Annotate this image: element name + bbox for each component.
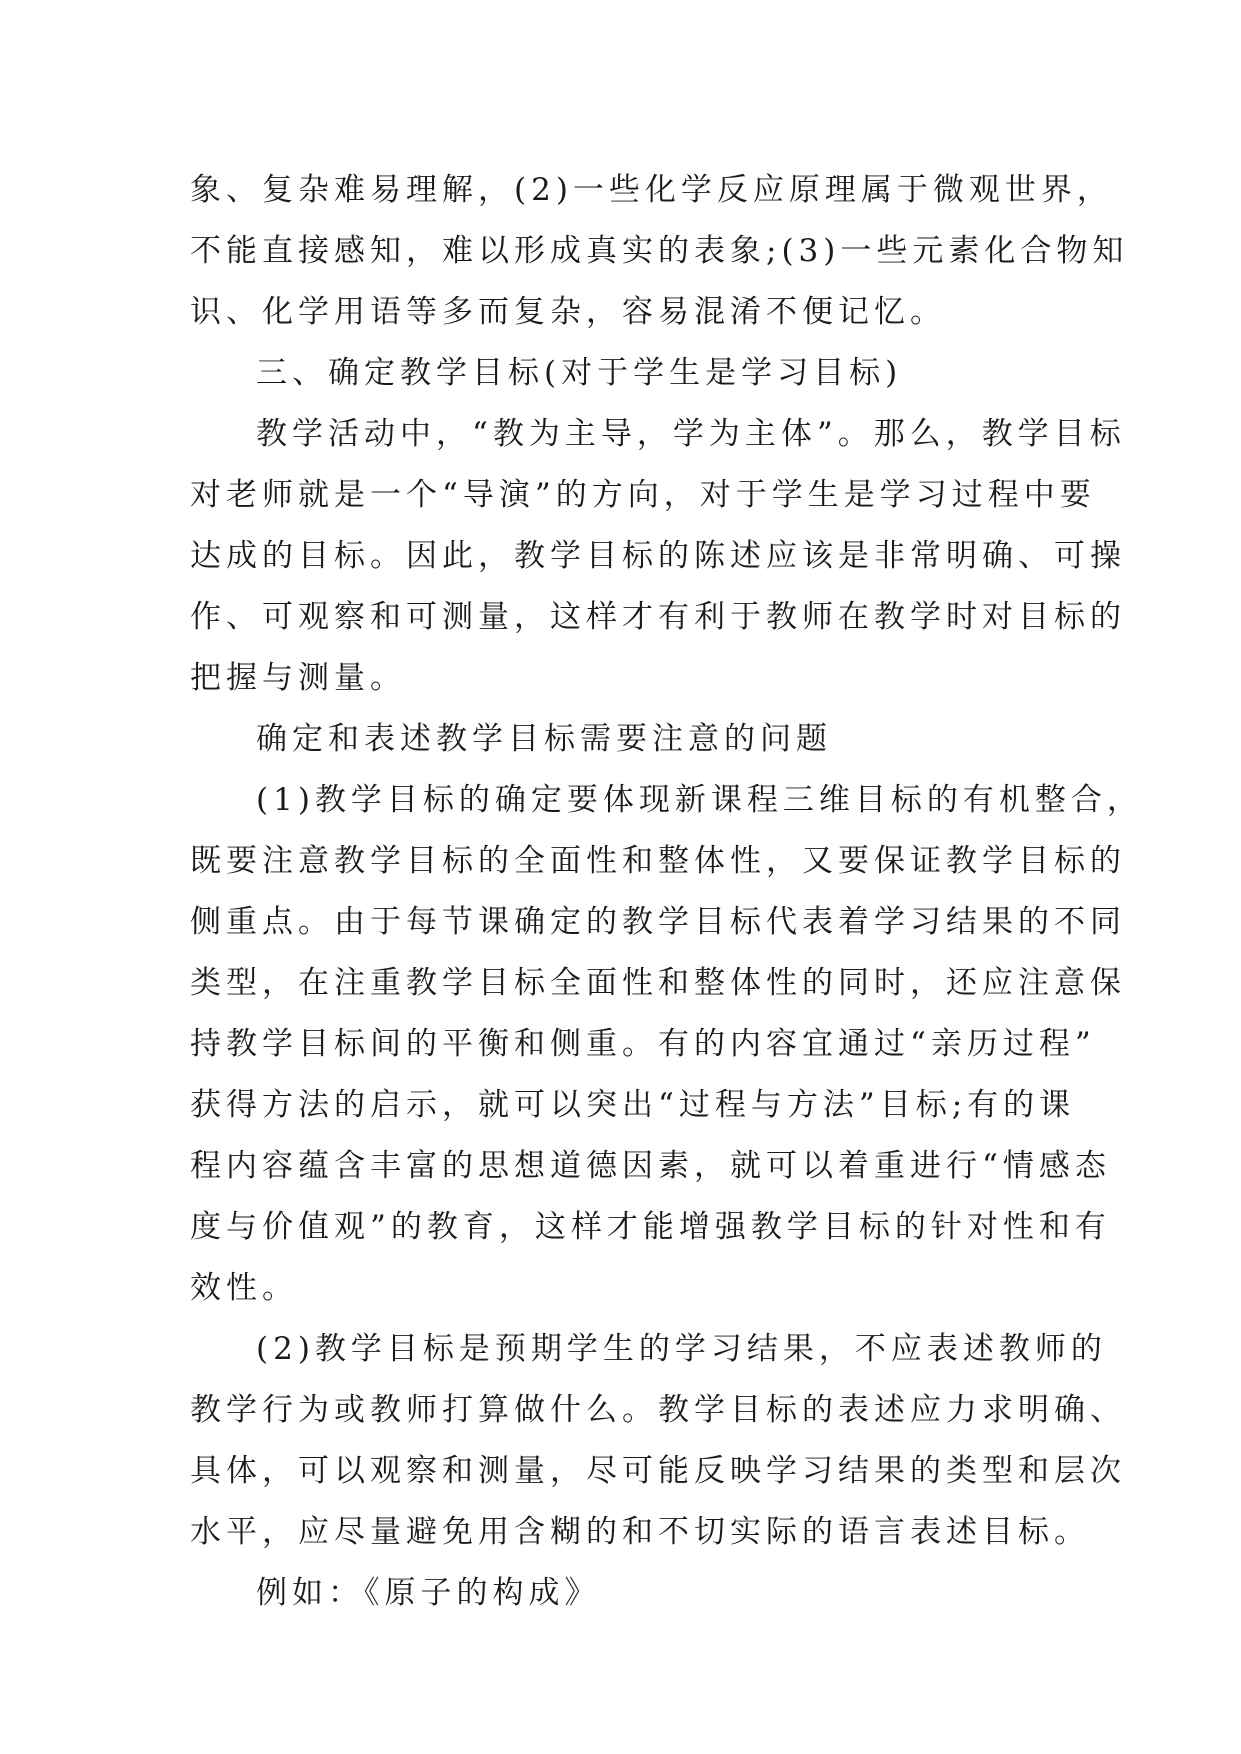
text-line: 教学行为或教师打算做什么。教学目标的表述应力求明确、	[190, 1392, 1126, 1428]
text-line: 把握与测量。	[190, 660, 406, 696]
p-intro-cont	[190, 160, 1129, 343]
text-line: 例如：《原子的构成》	[256, 1575, 601, 1611]
p-point-2	[190, 1319, 1126, 1563]
text-line: 既要注意教学目标的全面性和整体性，又要保证教学目标的	[190, 843, 1126, 879]
document-body	[190, 160, 1143, 1624]
text-line: 象、复杂难易理解，(2)一些化学反应原理属于微观世界，	[190, 172, 1113, 208]
text-line: 效性。	[190, 1270, 298, 1306]
p-heading-3	[190, 343, 1056, 404]
text-line: 侧重点。由于每节课确定的教学目标代表着学习结果的不同	[190, 904, 1126, 940]
text-line: 识、化学用语等多而复杂，容易混淆不便记忆。	[190, 294, 946, 330]
p-teaching-activity	[190, 404, 1126, 709]
text-line: 持教学目标间的平衡和侧重。有的内容宜通过“亲历过程”	[190, 1026, 1096, 1062]
text-line: (2)教学目标是预期学生的学习结果，不应表述教师的	[256, 1331, 1107, 1367]
text-line: (1)教学目标的确定要体现新课程三维目标的有机整合，	[256, 782, 1143, 818]
text-line: 水平，应尽量避免用含糊的和不切实际的语言表述目标。	[190, 1514, 1090, 1550]
text-line: 具体，可以观察和测量，尽可能反映学习结果的类型和层次	[190, 1453, 1126, 1489]
p-example	[190, 1563, 1056, 1624]
text-line: 三、确定教学目标(对于学生是学习目标)	[256, 355, 903, 391]
text-line: 类型，在注重教学目标全面性和整体性的同时，还应注意保	[190, 965, 1126, 1001]
text-line: 作、可观察和可测量，这样才有利于教师在教学时对目标的	[190, 599, 1126, 635]
text-line: 对老师就是一个“导演”的方向，对于学生是学习过程中要	[190, 477, 1096, 513]
text-line: 获得方法的启示，就可以突出“过程与方法”目标;有的课	[190, 1087, 1076, 1123]
text-line: 达成的目标。因此，教学目标的陈述应该是非常明确、可操	[190, 538, 1126, 574]
p-subheading	[190, 709, 1056, 770]
p-point-1	[190, 770, 1143, 1319]
text-line: 不能直接感知，难以形成真实的表象;(3)一些元素化合物知	[190, 233, 1129, 269]
text-line: 确定和表述教学目标需要注意的问题	[256, 721, 832, 757]
text-line: 教学活动中，“教为主导，学为主体”。那么，教学目标	[256, 416, 1126, 452]
text-line: 度与价值观”的教育，这样才能增强教学目标的针对性和有	[190, 1209, 1111, 1245]
text-line: 程内容蕴含丰富的思想道德因素，就可以着重进行“情感态	[190, 1148, 1111, 1184]
